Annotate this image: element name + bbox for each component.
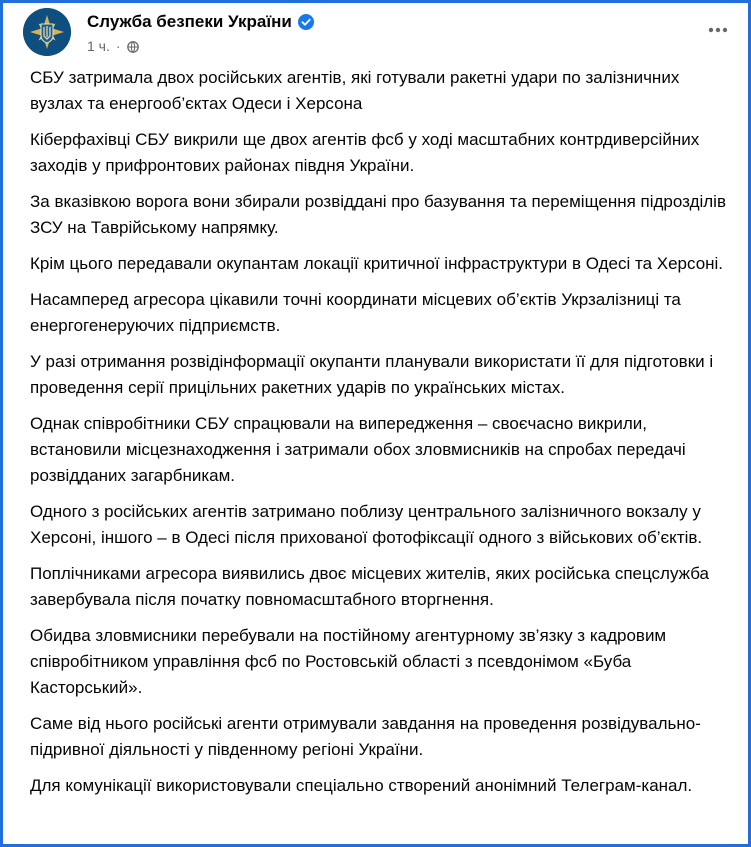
post-paragraph: У разі отримання розвідінформації окупанти планували використати її для підготовки і проведення серії прицільних ракетних ударів по українських містах. — [30, 352, 714, 397]
post-paragraph: Обидва зловмисники перебували на постійному агентурному зв’язку з кадровим співробітником управління фсб по Ростовській області з псевдонімом «Буба Касторський». — [30, 626, 667, 697]
more-options-icon — [708, 27, 728, 33]
post-paragraph: СБУ затримала двох російських агентів, які готували ракетні удари по залізничних вузлах та енергооб’єктах Одеси і Херсона — [30, 68, 680, 113]
post-paragraph: Одного з російських агентів затримано поблизу центрального залізничного вокзалу у Херсоні, іншого – в Одесі після прихованої фотофіксації одного з військових об’єктів. — [30, 502, 703, 547]
page-name-link[interactable]: Служба безпеки України — [87, 12, 292, 31]
post-text — [30, 65, 728, 809]
post-timestamp[interactable]: 1 ч. — [87, 38, 110, 54]
post-paragraph: Крім цього передавали окупантам локації критичної інфраструктури в Одесі та Херсоні. — [30, 254, 724, 273]
post-paragraph: Кіберфахівці СБУ викрили ще двох агентів фсб у ході масштабних контрдиверсійних заходів у прифронтових районах півдня України. — [30, 130, 700, 175]
more-options-button[interactable] — [704, 18, 732, 42]
post-paragraph: Поплічниками агресора виявились двоє місцевих жителів, яких російська спецслужба завербувала після початку повномасштабного вторгнення. — [30, 564, 710, 609]
meta-separator: · — [115, 38, 121, 54]
facebook-post — [3, 3, 748, 844]
post-meta — [87, 37, 139, 55]
post-paragraph: За вказівкою ворога вони збирали розвіддані про базування та переміщення підрозділів ЗСУ на Таврійському напрямку. — [30, 192, 726, 237]
verified-badge-icon — [298, 14, 314, 30]
post-header — [23, 8, 732, 60]
page-avatar[interactable] — [23, 8, 71, 56]
post-paragraph: Для комунікації використовували спеціально створений анонімний Телеграм-канал. — [30, 776, 693, 795]
public-globe-icon[interactable] — [127, 40, 139, 52]
post-paragraph: Саме від нього російські агенти отримували завдання на проведення розвідувально-підривної діяльності у південному регіоні України. — [30, 714, 701, 759]
post-paragraph: Насамперед агресора цікавили точні координати місцевих об’єктів Укрзалізниці та енергогенеруючих підприємств. — [30, 290, 681, 335]
page-name-row — [87, 10, 314, 34]
sbu-emblem-icon — [23, 8, 71, 56]
post-paragraph: Однак співробітники СБУ спрацювали на випередження – своєчасно викрили, встановили місцезнаходження і затримали обох зловмисників на спробах передачі розвідданих загарбникам. — [30, 414, 686, 485]
